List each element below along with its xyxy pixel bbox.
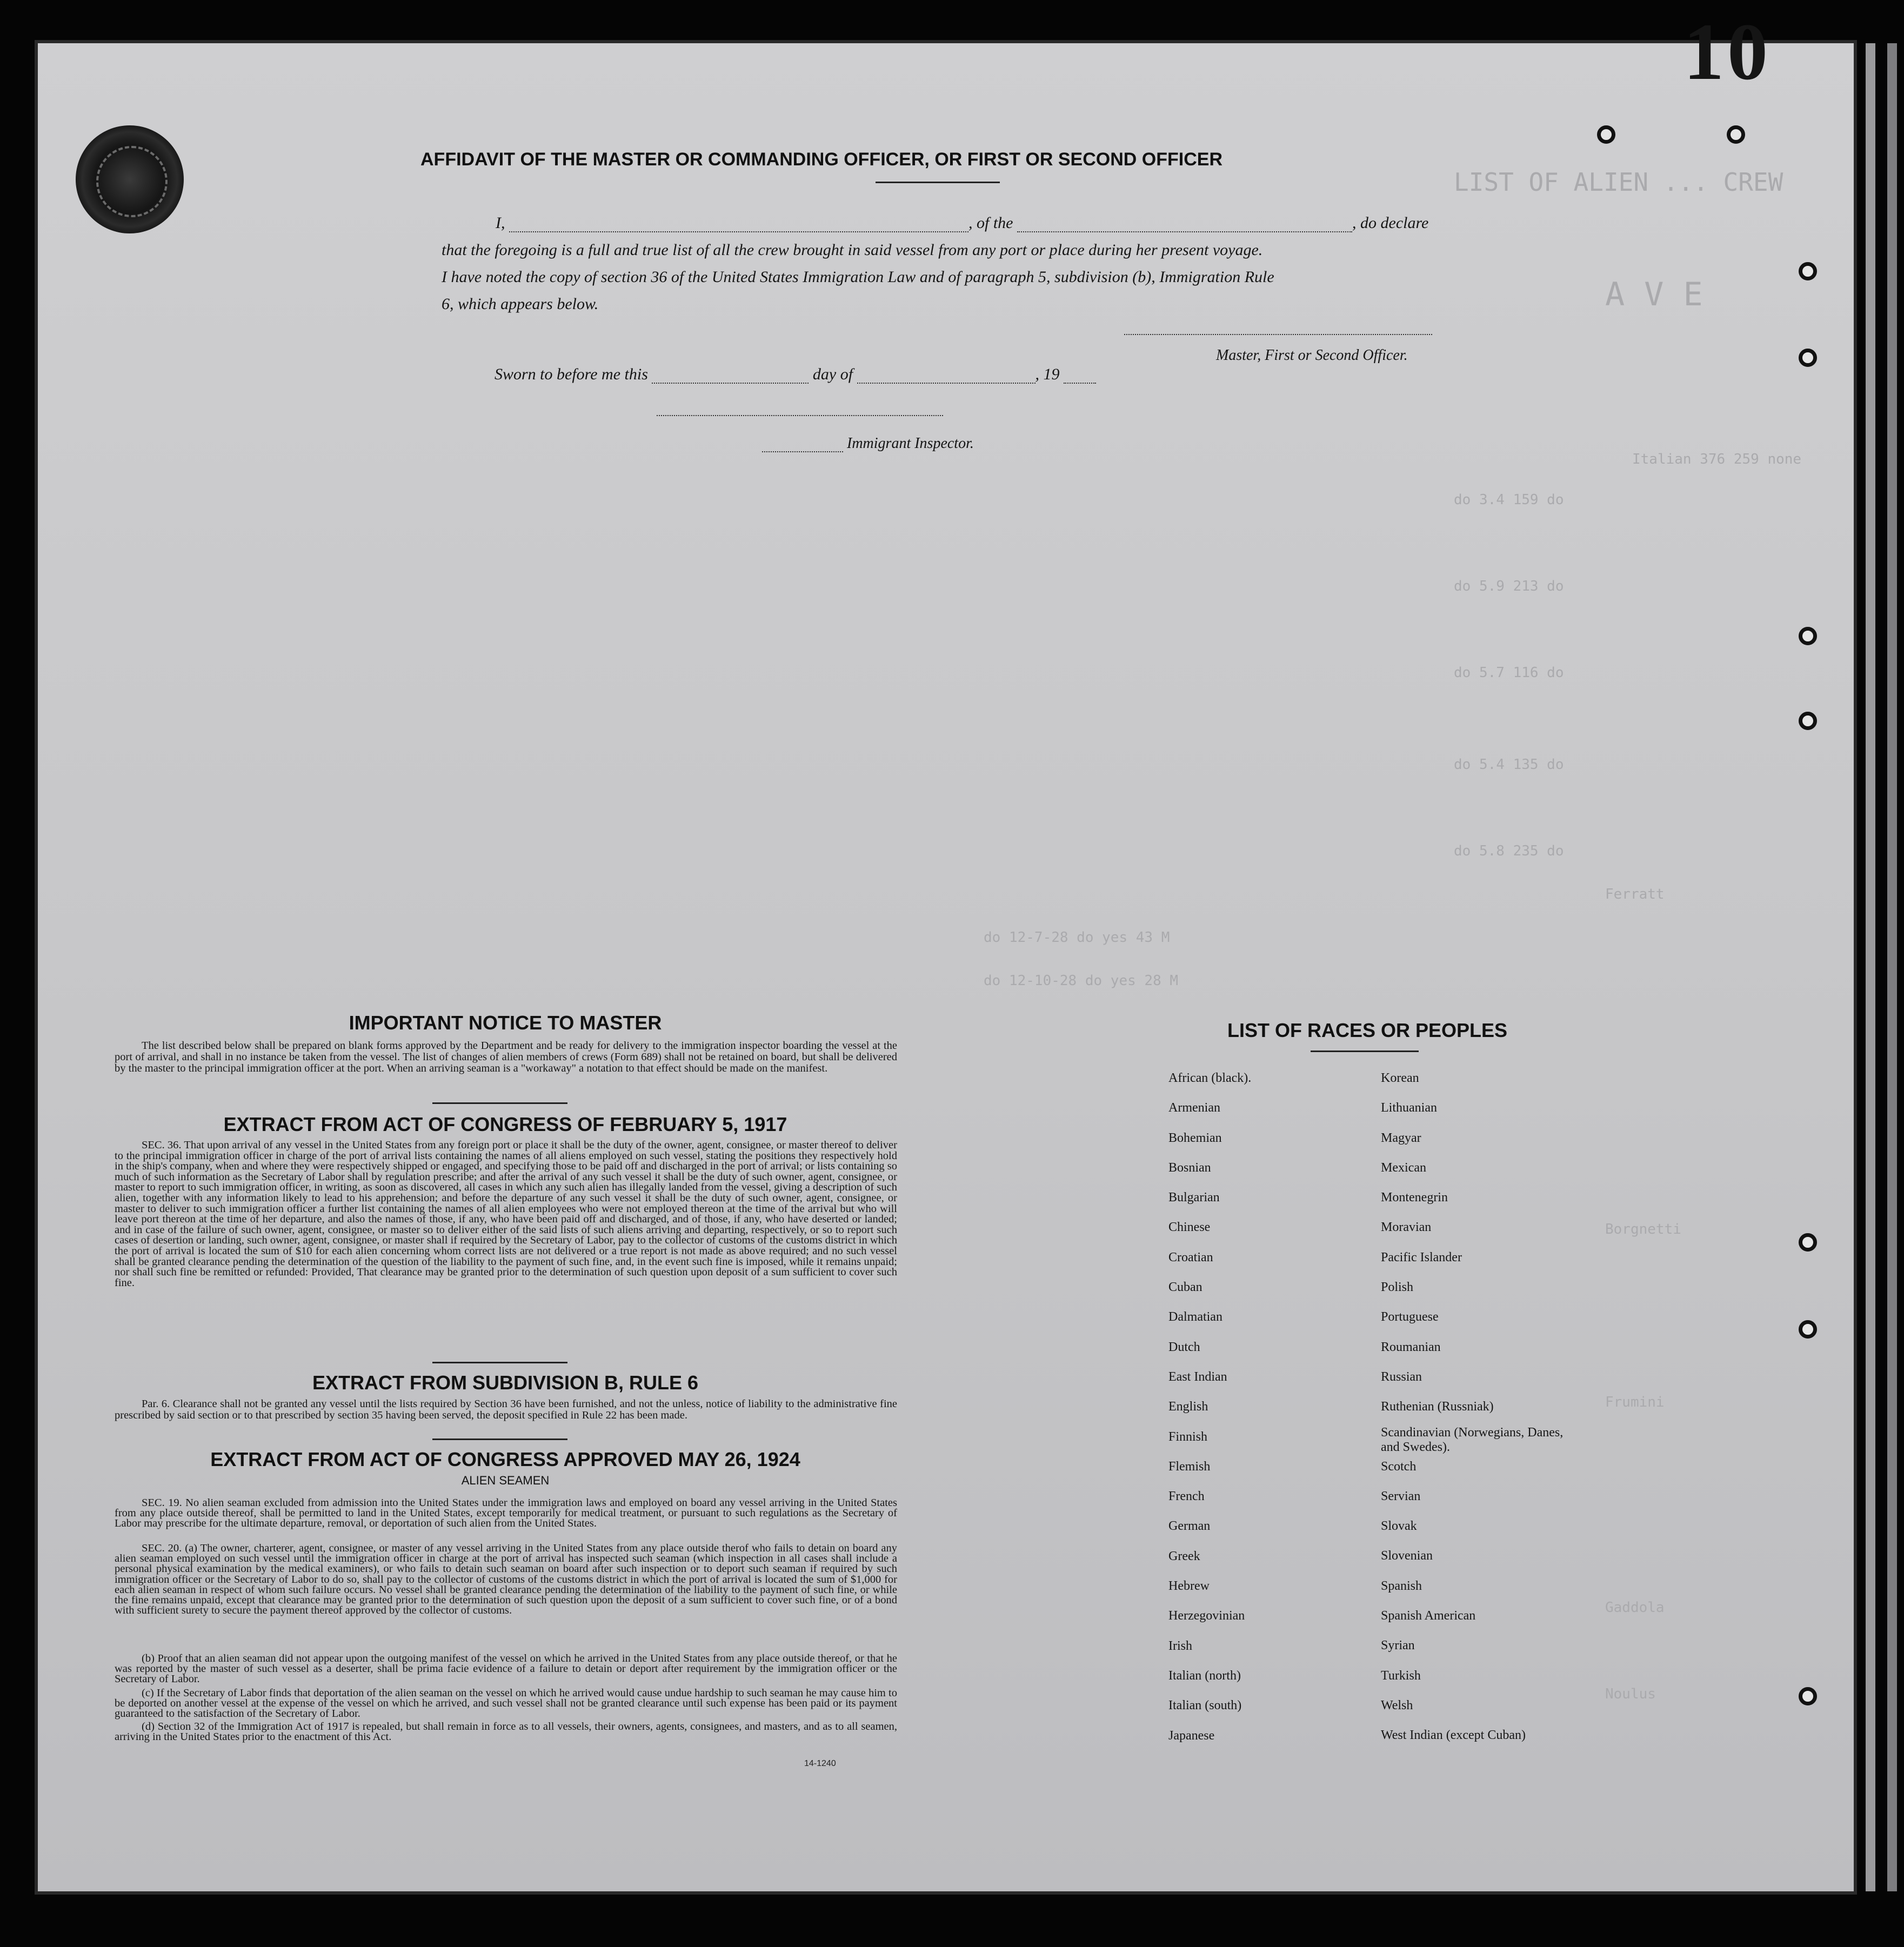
race-item: Portuguese — [1381, 1310, 1439, 1324]
declaration-of: , of the — [968, 214, 1013, 232]
race-item: English — [1168, 1400, 1208, 1414]
bleed-through-text: do 12-7-28 do yes 43 M — [984, 929, 1170, 946]
bleed-through-text: Noulus — [1605, 1686, 1656, 1702]
affidavit-line-4: 6, which appears below. — [442, 295, 599, 313]
race-item: Hebrew — [1168, 1579, 1210, 1594]
race-item: French — [1168, 1489, 1205, 1504]
bleed-through-text: do 12-10-28 do yes 28 M — [984, 973, 1179, 989]
year-blank — [1064, 383, 1096, 384]
section-rule — [432, 1102, 567, 1104]
race-item: Turkish — [1381, 1668, 1421, 1683]
binding-hole — [1597, 125, 1615, 144]
races-rule — [1311, 1051, 1419, 1052]
day-blank — [652, 383, 809, 384]
race-item: Bosnian — [1168, 1160, 1211, 1175]
signature-label: Master, First or Second Officer. — [1216, 347, 1408, 364]
race-item: Greek — [1168, 1549, 1200, 1563]
bleed-through-text: A V E — [1605, 276, 1703, 313]
race-item: Welsh — [1381, 1698, 1413, 1712]
section-rule — [432, 1362, 567, 1363]
extract-rule6-title: EXTRACT FROM SUBDIVISION B, RULE 6 — [312, 1371, 699, 1394]
sworn-prefix: Sworn to before me this — [495, 365, 648, 383]
race-item: Syrian — [1381, 1638, 1415, 1653]
binding-hole — [1799, 262, 1817, 280]
affidavit-declaration-line — [496, 214, 1428, 232]
race-item: African (black). — [1168, 1071, 1252, 1085]
inspector-signature-blank — [657, 415, 943, 416]
race-item: Bulgarian — [1168, 1190, 1220, 1205]
bleed-through-text: do 3.4 159 do — [1454, 492, 1564, 508]
extract-1924-subtitle: ALIEN SEAMEN — [461, 1474, 550, 1487]
declaration-declare: , do declare — [1352, 214, 1429, 232]
sec-19-body: SEC. 19. No alien seaman excluded from admission into the United States under the immigration laws and employed on board any vessel arriving in the United States from any place outside thereof, shall be permitted to land in the United States, except temporarily for medical treatment, or pursuant to such regulations as the Secretary of Labor may prescribe for the ultimate departure, removal, or deportation of such alien from the United States. — [115, 1497, 897, 1530]
race-item: Bohemian — [1168, 1130, 1222, 1145]
race-item: Slovak — [1381, 1519, 1417, 1534]
vessel-blank — [1017, 231, 1352, 232]
race-item: Polish — [1381, 1280, 1414, 1295]
race-item: Japanese — [1168, 1728, 1215, 1743]
affidavit-title: AFFIDAVIT OF THE MASTER OR COMMANDING OFFICER, OR FIRST OR SECOND OFFICER — [420, 149, 1222, 170]
race-item: Dutch — [1168, 1340, 1200, 1354]
race-item: Croatian — [1168, 1250, 1213, 1264]
race-item: Korean — [1381, 1071, 1419, 1085]
race-item: West Indian (except Cuban) — [1381, 1728, 1526, 1743]
race-item: Irish — [1168, 1638, 1192, 1653]
extract-1917-title: EXTRACT FROM ACT OF CONGRESS OF FEBRUARY 5, 1917 — [223, 1113, 787, 1135]
race-item: Dalmatian — [1168, 1310, 1222, 1324]
bleed-through-text: Borgnetti — [1605, 1221, 1681, 1237]
page-number: 10 — [1683, 7, 1771, 97]
bleed-through-text: LIST OF ALIEN ... CREW — [1454, 168, 1783, 197]
sheet-edge — [1866, 43, 1875, 1891]
race-item: Herzegovinian — [1168, 1609, 1245, 1623]
race-item: Spanish — [1381, 1578, 1422, 1593]
binding-hole — [1799, 1320, 1817, 1339]
extract-1917-body: SEC. 36. That upon arrival of any vessel in the United States from any foreign port or place it shall be the duty of the owner, agent, consignee, or master thereof to deliver to the principal immigration officer in charge of the port of arrival lists containing the names of all aliens employed on such vessel, stating the positions they respectively hold in the ship's company, when and where they were respectively shipped or engaged, and specifying those to be paid off and discharged in the port of arrival; or lists containing so much of such information as the Secretary of Labor shall by regulation prescribe; and after the arrival of any such vessel it shall be the duty of such owner, agent, consignee, or master to report to such immigration officer, in writing, as soon as discovered, all cases in which any such alien has illegally landed from the vessel, giving a description of such alien, together with any information likely to lead to his apprehension; and before the departure of any such vessel it shall be the duty of such owner, agent, consignee, or master to deliver to such immigration officer a further list containing the names of all alien employees who were not employed thereon at the time of the arrival but who will leave port thereon at the time of her departure, and also the names of those, if any, who have been paid off and discharged, and of those, if any, who have deserted or landed; and in case of the failure of such owner, agent, consignee, or master so to deliver either of the said lists of such aliens arriving and departing, respectively, or so to report such cases of desertion or landing, such owner, agent, consignee, or master shall if required by the Secretary of Labor, pay to the collector of customs of the customs district in which the port of arrival is located the sum of $10 for each alien concerning whom correct lists are not delivered or a true report is not made as above required; and no such vessel shall be granted clearance pending the determination of the question of the liability to the payment of such fine, and, in the event such fine is imposed, while it remains unpaid; nor shall such fine be remitted or refunded: Provided, That clearance may be granted prior to the determination of such question upon deposit of a sum sufficient to cover such fine. — [115, 1139, 897, 1289]
race-item: Chinese — [1168, 1220, 1211, 1235]
race-item: Magyar — [1381, 1130, 1421, 1145]
section-rule — [432, 1438, 567, 1440]
race-item: East Indian — [1168, 1369, 1227, 1384]
race-item: Roumanian — [1381, 1340, 1441, 1354]
race-item: German — [1168, 1519, 1211, 1534]
binding-hole — [1799, 349, 1817, 367]
race-item: Pacific Islander — [1381, 1250, 1462, 1264]
title-rule — [876, 182, 1000, 183]
inspector-label: Immigrant Inspector. — [847, 435, 974, 452]
binding-hole — [1799, 712, 1817, 730]
bleed-through-text: do 5.8 235 do — [1454, 843, 1564, 859]
race-item: Lithuanian — [1381, 1101, 1437, 1115]
sworn-line — [495, 365, 1096, 384]
bleed-through-text: Frumini — [1605, 1394, 1665, 1410]
race-item: Scotch — [1381, 1459, 1417, 1474]
extract-rule6-body: Par. 6. Clearance shall not be granted any vessel until the lists required by Section 36 have been furnished, and not the unless, notice of liability to the administrative fine prescribed by said section or to that prescribed by section 35 having been served, the deposit specified in Rule 22 has been made. — [115, 1398, 897, 1421]
notice-title: IMPORTANT NOTICE TO MASTER — [349, 1012, 662, 1034]
notice-body: The list described below shall be prepared on blank forms approved by the Department and be ready for delivery to the immigration inspector boarding the vessel at the port of arrival, and shall in no instance be taken from the vessel. The list of changes of alien members of crews (Form 689) shall not be retained on board, but shall be delivered by the master to the principal immigration officer at the port. When an arriving seaman is a "workaway" a notation to that effect should be made on the manifest. — [115, 1040, 897, 1074]
inspector-blank — [762, 451, 843, 452]
race-item: Spanish American — [1381, 1609, 1476, 1623]
bleed-through-text: Gaddola — [1605, 1600, 1665, 1616]
sworn-day-of: day of — [812, 365, 853, 383]
race-item: Flemish — [1168, 1459, 1211, 1474]
binding-hole — [1799, 1687, 1817, 1705]
race-item: Finnish — [1168, 1429, 1208, 1444]
official-seal-stamp — [76, 125, 184, 233]
bleed-through-text: do 5.9 213 do — [1454, 578, 1564, 594]
sec-20a-body: SEC. 20. (a) The owner, charterer, agent, consignee, or master of any vessel arriving in the United States from any place outside therof who fails to detain on board any alien seaman employed on such vessel until the immigration officer in charge at the port of arrival has inspected such seaman (which inspection in all cases shall include a personal physical examination by the medical examiners), or who fails to detain such seaman on board after such inspection or to deport such seaman if required by such immigration officer or the Secretary of Labor to do so, shall pay to the collector of customs of the customs district in which the port of arrival is located the sum of $1,000 for each alien seaman in respect of whom such failure occurs. No vessel shall be granted clearance pending the determination of the liability to the payment of such fine, or while the fine remains unpaid, except that clearance may be granted prior to the determination of such question upon the deposit of a sum sufficient to cover such fine, or of a bond with sufficient surety to secure the payment thereof approved by the collector of customs. — [115, 1542, 897, 1617]
extract-1924-title: EXTRACT FROM ACT OF CONGRESS APPROVED MAY 26, 1924 — [210, 1448, 800, 1470]
bleed-through-text: do 5.4 135 do — [1454, 757, 1564, 773]
name-blank — [509, 231, 968, 232]
affidavit-line-3: I have noted the copy of section 36 of the United States Immigration Law and of paragraph 5, subdivision (b), Immigration Rule — [442, 268, 1274, 286]
declaration-i: I, — [496, 214, 505, 232]
month-blank — [857, 383, 1035, 384]
sheet-edge — [1887, 43, 1897, 1891]
bleed-through-text: Ferratt — [1605, 886, 1665, 902]
bleed-through-text: do 5.7 116 do — [1454, 665, 1564, 681]
races-title: LIST OF RACES OR PEOPLES — [1227, 1019, 1508, 1041]
binding-hole — [1727, 125, 1745, 144]
affidavit-line-2: that the foregoing is a full and true list of all the crew brought in said vessel from any port or place during her present voyage. — [442, 241, 1263, 259]
binding-hole — [1799, 627, 1817, 645]
race-item: Scandinavian (Norwegians, Danes, and Swedes). — [1381, 1425, 1564, 1454]
race-item: Russian — [1381, 1369, 1422, 1384]
races-left-column — [1168, 1063, 1251, 1751]
race-item: Servian — [1381, 1489, 1421, 1503]
sworn-year: , 19 — [1035, 365, 1060, 383]
races-right-column — [1381, 1063, 1565, 1751]
race-item: Italian (south) — [1168, 1698, 1242, 1713]
race-item: Armenian — [1168, 1101, 1220, 1115]
race-item: Cuban — [1168, 1280, 1202, 1295]
race-item: Ruthenian (Russniak) — [1381, 1400, 1494, 1414]
race-item: Moravian — [1381, 1220, 1432, 1235]
inspector-line — [762, 435, 974, 452]
binding-hole — [1799, 1233, 1817, 1252]
race-item: Italian (north) — [1168, 1668, 1241, 1683]
race-item: Slovenian — [1381, 1549, 1433, 1563]
sec-20c-body: (c) If the Secretary of Labor finds that deportation of the alien seaman on the vessel on which he arrived would cause undue hardship to such seaman he may cause him to be deported on another vessel at the expense of the vessel on which he arrived, and such vessel shall not be granted clearance until such expense has been paid or its payment guaranteed to the satisfaction of the Secretary of Labor. — [115, 1687, 897, 1720]
bleed-through-text: Italian 376 259 none — [1632, 451, 1802, 467]
race-item: Montenegrin — [1381, 1190, 1448, 1205]
race-item: Mexican — [1381, 1160, 1426, 1175]
form-number: 14-1240 — [804, 1759, 836, 1768]
sec-20d-body: (d) Section 32 of the Immigration Act of 1917 is repealed, but shall remain in force as to all vessels, their owners, agents, consignees, and masters, and as to all seamen, arriving in the United States prior to the enactment of this Act. — [115, 1721, 897, 1743]
signature-blank — [1124, 334, 1432, 335]
sec-20b-body: (b) Proof that an alien seaman did not appear upon the outgoing manifest of the vessel on which he arrived in the United States from any place outside thereof, or that he was reported by the master of such vessel as a deserter, shall be prima facie evidence of a failure to detain or deport after requirement by the immigration officer or the Secretary of Labor. — [115, 1652, 897, 1685]
